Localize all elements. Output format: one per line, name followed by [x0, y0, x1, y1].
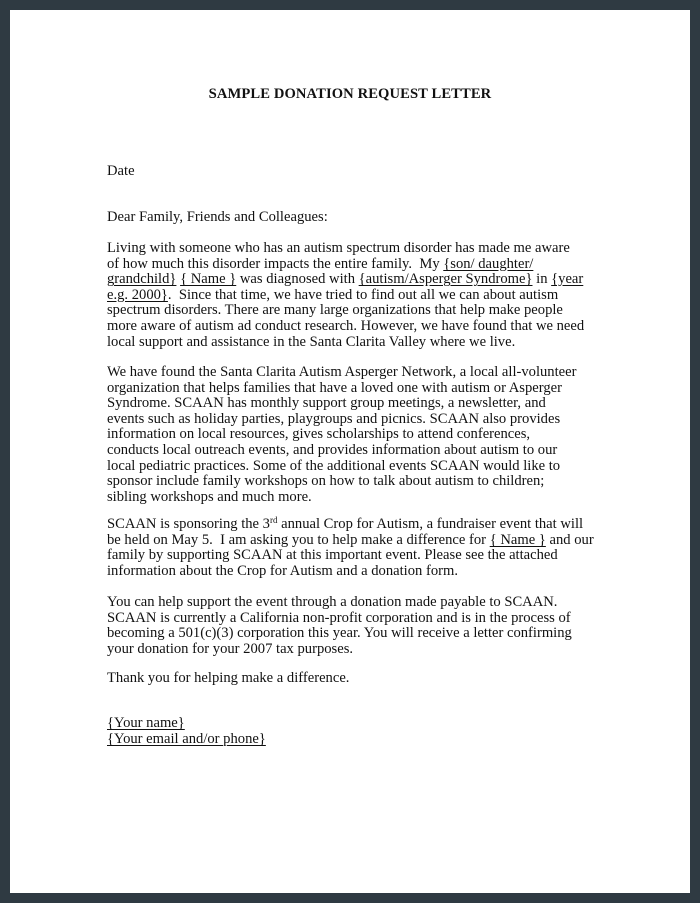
text-line: We have found the Santa Clarita Autism Asperger Network, a local all-volunteer [107, 364, 577, 380]
text-line [107, 533, 597, 549]
text-line: information on local resources, gives scholarships to attend conferences, [107, 426, 531, 443]
placeholder-year-cont: e.g. 2000} [107, 286, 168, 303]
placeholder-your-contact: {Your email and/or phone} [107, 730, 266, 747]
paragraph-donation [107, 595, 597, 657]
placeholder-child-name: { Name } [180, 271, 237, 288]
letter-title: SAMPLE DONATION REQUEST LETTER [208, 86, 492, 102]
paragraph-intro [107, 241, 597, 350]
text-segment: of how much this disorder impacts the entire family. My [107, 255, 444, 272]
text-line: becoming a 501(c)(3) corporation this year. You will receive a letter confirming [107, 625, 572, 642]
text-segment: be held on May 5. I am asking you to help make a difference for [107, 531, 490, 548]
text-line: information about the Crop for Autism and a donation form. [107, 562, 458, 579]
text-segment: . Since that time, we have tried to find out all we can about autism [167, 286, 559, 303]
text-line: your donation for your 2007 tax purposes. [107, 640, 354, 657]
paragraph-event [107, 517, 597, 579]
salutation: Dear Family, Friends and Colleagues: [107, 209, 328, 225]
text-line: Syndrome. SCAAN has monthly support group meetings, a newsletter, and [107, 395, 546, 412]
text-line [107, 517, 597, 533]
text-segment: SCAAN is sponsoring the 3 [107, 516, 270, 532]
placeholder-your-name: {Your name} [107, 715, 185, 731]
text-line [107, 257, 597, 273]
text-line: You can help support the event through a donation made payable to SCAAN. [107, 594, 558, 610]
text-line: sponsor include family workshops on how to talk about autism to children; [107, 473, 545, 490]
text-line: events such as holiday parties, playgroups and picnics. SCAAN also provides [107, 410, 561, 427]
text-line: SCAAN is currently a California non-profit corporation and is in the process of [107, 609, 571, 626]
text-segment: and our [545, 531, 594, 548]
paragraph-scaan [107, 365, 597, 505]
closing-line: Thank you for helping make a difference. [107, 670, 350, 686]
placeholder-year: {year [551, 271, 584, 288]
text-segment: was diagnosed with [236, 271, 359, 288]
text-line: more aware of autism ad conduct research. However, we have found that we need [107, 317, 585, 334]
text-line: organization that helps families that have a loved one with autism or Asperger [107, 379, 562, 396]
text-line: sibling workshops and much more. [107, 488, 312, 505]
text-line: local pediatric practices. Some of the additional events SCAAN would like to [107, 457, 561, 474]
text-line: family by supporting SCAAN at this important event. Please see the attached [107, 547, 558, 564]
placeholder-relation-cont: grandchild} [107, 271, 177, 288]
placeholder-diagnosis: {autism/Asperger Syndrome} [358, 271, 533, 288]
placeholder-child-name: { Name } [489, 531, 546, 548]
text-line: conducts local outreach events, and provides information about autism to our [107, 441, 558, 458]
text-line: spectrum disorders. There are many large organizations that help make people [107, 302, 563, 319]
text-segment: in [532, 271, 552, 288]
text-segment: annual Crop for Autism, a fundraiser event that will [277, 516, 584, 532]
text-line: Living with someone who has an autism spectrum disorder has made me aware [107, 240, 570, 256]
ordinal-suffix: rd [269, 515, 278, 525]
text-line [107, 288, 597, 304]
text-line [107, 272, 597, 288]
placeholder-relation: {son/ daughter/ [443, 255, 534, 272]
text-line: local support and assistance in the Santa Clarita Valley where we live. [107, 333, 516, 350]
signature-block [107, 716, 597, 747]
date-label: Date [107, 163, 135, 179]
